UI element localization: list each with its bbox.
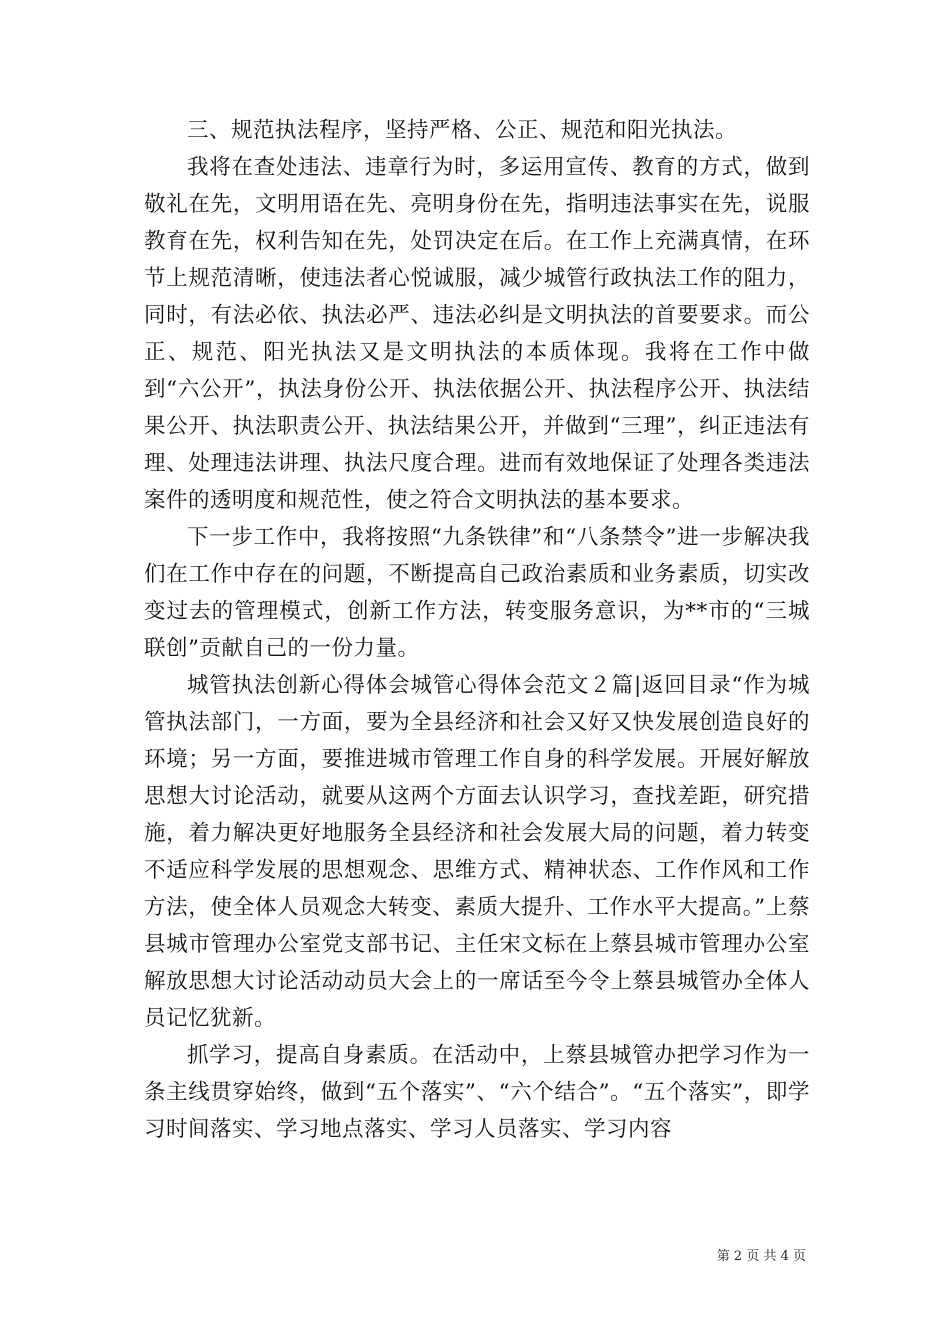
- paragraph-article-intro: 城管执法创新心得体会城管心得体会范文２篇|返回目录“作为城管执法部门，一方面，要为全县经济和社会又好又快发展创造良好的环境；另一方面，要推进城市管理工作自身的科学发展。开展好解放思想大讨论活动，就要从这两个方面去认识学习，查找差距，研究措施，着力解决更好地服务全县经济和社会发展大局的问题，着力转变不适应科学发展的思想观念、思维方式、精神状态、工作作风和工作方法，使全体人员观念大转变、素质大提升、工作水平大提高。”上蔡县城市管理办公室党支部书记、主任宋文标在上蔡县城市管理办公室解放思想大讨论活动动员大会上的一席话至今令上蔡县城管办全体人员记忆犹新。: [144, 673, 810, 1031]
- paragraph-law-enforcement: 我将在查处违法、违章行为时，多运用宣传、教育的方式，做到敬礼在先，文明用语在先、亮明身份在先，指明违法事实在先，说服教育在先，权利告知在先，处罚决定在后。在工作上充满真情，在环节上规范清晰，使违法者心悦诚服，减少城管行政执法工作的阻力，同时，有法必依、执法必严、违法必纠是文明执法的首要要求。而公正、规范、阳光执法又是文明执法的本质体现。我将在工作中做到“六公开”，执法身份公开、执法依据公开、执法程序公开、执法结果公开、执法职责公开、执法结果公开，并做到“三理”，纠正违法有理、处理违法讲理、执法尺度合理。进而有效地保证了处理各类违法案件的透明度和规范性，使之符合文明执法的基本要求。: [144, 155, 810, 513]
- document-body: [144, 112, 810, 1148]
- page-number: 第 2 页 共 4 页: [716, 1249, 806, 1264]
- paragraph-section-heading: 三、规范执法程序，坚持严格、公正、规范和阳光执法。: [187, 118, 738, 143]
- paragraph-next-steps: 下一步工作中，我将按照“九条铁律”和“八条禁令”进一步解决我们在工作中存在的问题，不断提高自己政治素质和业务素质，切实改变过去的管理模式，创新工作方法，转变服务意识，为**市的“三城联创”贡献自己的一份力量。: [144, 525, 810, 661]
- paragraph-study: 抓学习，提高自身素质。在活动中，上蔡县城管办把学习作为一条主线贯穿始终，做到“五个落实”、“六个结合”。“五个落实”，即学习时间落实、学习地点落实、学习人员落实、学习内容: [144, 1043, 810, 1142]
